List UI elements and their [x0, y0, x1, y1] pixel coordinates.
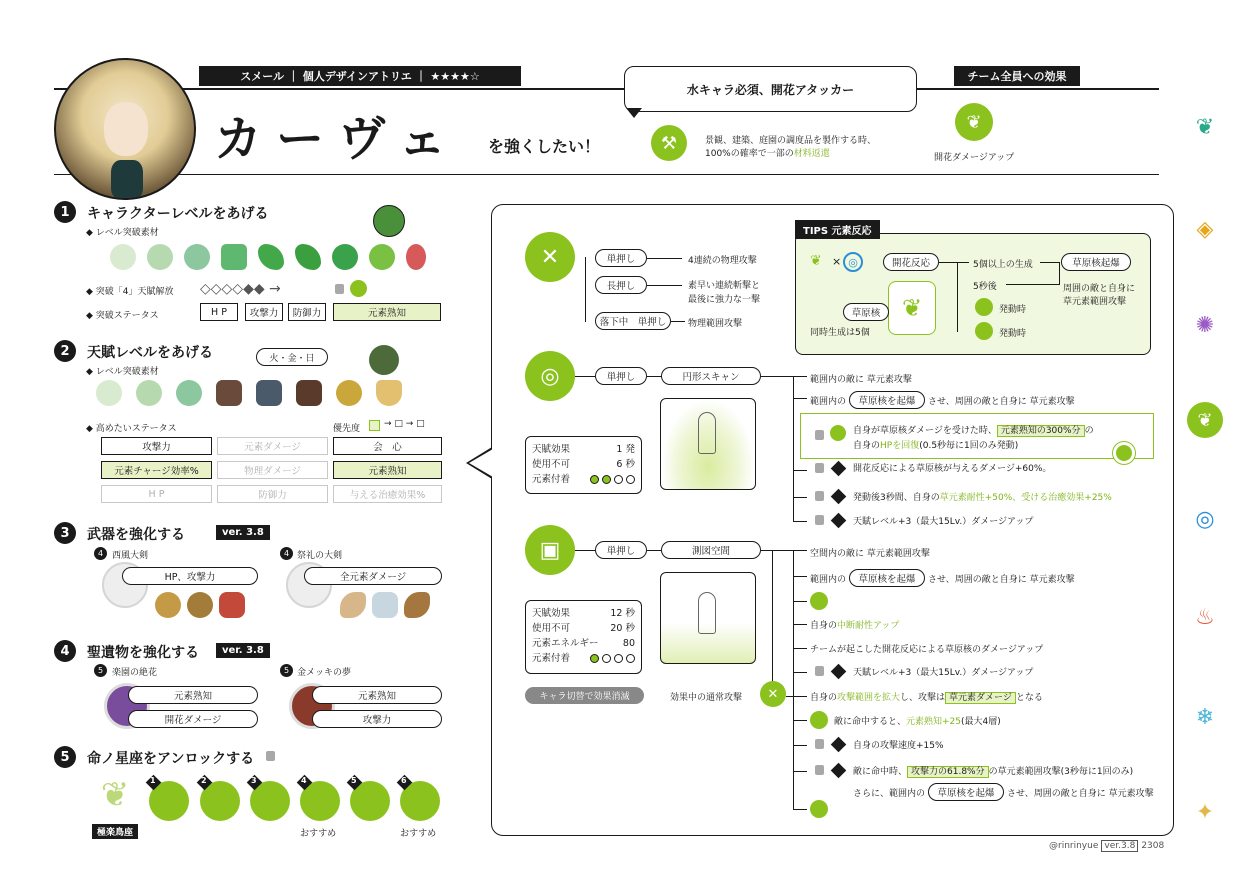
connector	[575, 550, 595, 551]
lock-icon	[815, 739, 824, 749]
hydro-icon: ◎	[1195, 507, 1215, 532]
desired-stats-grid	[101, 437, 442, 505]
connector	[1040, 262, 1060, 263]
core-note: 同時生成は5個	[810, 328, 870, 338]
tips-title: TIPS 元素反応	[795, 220, 880, 239]
burst-line4: 自身の中断耐性アップ	[810, 621, 900, 631]
weapon2-materials	[340, 592, 440, 620]
weapon1-name: 西風大剣	[112, 551, 149, 561]
grid-elem-dmg: 元素ダメージ	[217, 437, 328, 455]
connector	[793, 398, 807, 399]
bloom-heart-icon: ❦	[955, 103, 993, 141]
priority-arrows: → □ → □	[384, 419, 425, 429]
weapon2-rank: 4	[280, 547, 293, 560]
skill-line2: 範囲内の 草原核を起爆 させ、周囲の敵と自身に 草元素攻撃	[810, 391, 1075, 409]
connector	[671, 321, 685, 322]
connector	[647, 258, 682, 259]
stat-value: 6 秒	[616, 459, 635, 470]
talent-boss-bubble	[369, 345, 399, 375]
skill-name-chip: 円形スキャン	[661, 367, 761, 385]
lock-icon	[815, 515, 824, 525]
connector	[793, 672, 807, 673]
material-item	[404, 592, 430, 618]
connector	[647, 550, 662, 551]
material-item	[110, 244, 136, 270]
skill-stats	[525, 436, 642, 494]
connector	[793, 521, 807, 522]
section2-number: 2	[54, 340, 76, 362]
artifact2-name: 金メッキの夢	[297, 668, 352, 678]
na-hold-desc1: 素早い連続斬撃と	[688, 281, 761, 291]
section5-number: 5	[54, 746, 76, 768]
section1-number: 1	[54, 201, 76, 223]
hammer-icon: ⚒	[651, 125, 687, 161]
constellation-3-label: 3	[251, 776, 257, 785]
section3-title: 武器を強化する	[87, 527, 185, 543]
artifact1-stat1: 元素熟知	[128, 686, 258, 704]
burst-c2: 自身の攻撃速度+15%	[853, 741, 944, 751]
burst-stats	[525, 600, 642, 674]
dendro-small-icon: ❦	[810, 253, 822, 269]
hydro-small-icon: ◎	[843, 252, 863, 272]
material-item	[295, 244, 321, 270]
element-gauge	[590, 654, 635, 663]
stat-name: 使用不可	[532, 623, 571, 634]
passive-line2: 100%の確率で一部の材料返還	[705, 149, 830, 159]
priority-label: 優先度	[333, 424, 361, 434]
weapon-ver-badge: ver. 3.8	[216, 525, 270, 540]
core-image: ❦	[888, 281, 936, 335]
skill-c4: 開花反応による草原核が与えるダメージ+60%。	[853, 464, 1052, 474]
connector	[793, 470, 807, 471]
stat-value: 20 秒	[610, 623, 635, 634]
connector	[575, 376, 595, 377]
stat-value: 1 発	[616, 444, 635, 455]
lock-icon	[815, 463, 824, 473]
skill-small-icon	[810, 711, 828, 729]
header-bottom-rule	[54, 174, 1159, 175]
stat-value: 12 秒	[610, 608, 635, 619]
weapon1-rank: 4	[94, 547, 107, 560]
weapon1-stat: HP、攻撃力	[122, 567, 258, 585]
skill-icon: ◎	[525, 351, 575, 401]
connector	[939, 262, 969, 263]
geo-icon: ◈	[1196, 217, 1214, 242]
skill-tap-chip: 単押し	[595, 367, 647, 385]
character-portrait	[54, 58, 196, 200]
section3-number: 3	[54, 522, 76, 544]
weapon2-name: 祭礼の大剣	[297, 551, 343, 561]
burst-line6: 自身の攻撃範囲を拡大し、攻撃は 草元素ダメージ となる	[810, 693, 1043, 703]
material-item	[258, 244, 284, 270]
talent-unlocked-icon	[350, 280, 367, 297]
constellation-6-label: 6	[401, 776, 407, 785]
section2-title: 天賦レベルをあげる	[87, 345, 213, 361]
over5-text: 5個以上の生成	[973, 260, 1033, 270]
material-item	[219, 592, 245, 618]
passive-line1: 景観、建築、庭園の調度品を製作する時、	[705, 136, 877, 146]
na-tap-chip: 単押し	[595, 249, 647, 267]
level-materials-row	[110, 240, 450, 274]
na-plunge-desc: 物理範囲攻撃	[688, 319, 743, 329]
team-effect-text: 開花ダメージアップ	[934, 153, 1015, 163]
na-hold-chip: 長押し	[595, 276, 647, 294]
burst-trigger-icon	[975, 322, 993, 340]
tagline: を強くしたい！	[488, 137, 601, 156]
constellation-4-label: 4	[301, 776, 307, 785]
connector	[793, 745, 807, 746]
material-item	[332, 244, 358, 270]
artifact2-rank: 5	[280, 664, 293, 677]
constellation-2-label: 2	[201, 776, 207, 785]
burst-line1: 空間内の敵に 草元素範囲攻撃	[810, 549, 930, 559]
star-icon	[810, 592, 828, 610]
material-item	[340, 592, 366, 618]
grid-phys: 物理ダメージ	[217, 461, 328, 479]
material-item	[216, 380, 242, 406]
star-icon	[810, 800, 828, 818]
na-plunge-chip: 落下中 単押し	[595, 312, 671, 330]
connector	[793, 497, 807, 498]
burst-icon: ▣	[525, 525, 575, 575]
dendro-icon: ❦	[1187, 402, 1223, 438]
connector	[793, 601, 807, 602]
weapon1-materials	[155, 592, 255, 620]
burst-name-chip: 測図空間	[661, 541, 761, 559]
connector	[793, 720, 807, 721]
material-item	[96, 380, 122, 406]
passive-icon	[830, 425, 846, 441]
section1-title: キャラクターレベルをあげる	[87, 206, 269, 222]
material-item	[147, 244, 173, 270]
normal-note: 効果中の通常攻撃	[670, 693, 743, 703]
burst-desc2: 草元素範囲攻撃	[1063, 297, 1127, 307]
connector	[793, 648, 807, 649]
material-item	[176, 380, 202, 406]
stat-def: 防御力	[288, 303, 326, 321]
team-effect-title: チーム全員への効果	[954, 66, 1080, 86]
connector	[793, 771, 807, 772]
section4-title: 聖遺物を強化する	[87, 645, 199, 661]
material-item	[187, 592, 213, 618]
skill-trigger-icon	[975, 298, 993, 316]
burst-desc1: 周囲の敵と自身に	[1063, 284, 1136, 294]
person-figure	[698, 412, 716, 454]
after5s-text: 5秒後	[973, 282, 997, 292]
grid-em: 元素熟知	[333, 461, 442, 479]
stat-name: 天賦効果	[532, 608, 571, 619]
connector	[761, 376, 807, 377]
stat-name: 元素エネルギー	[532, 638, 599, 649]
connector	[647, 376, 662, 377]
recommend-c4: おすすめ	[300, 829, 337, 839]
grid-atk: 攻撃力	[101, 437, 212, 455]
core-chip: 草原核	[843, 303, 889, 321]
grid-hp: H P	[101, 485, 212, 503]
weapon2-stat: 全元素ダメージ	[304, 567, 442, 585]
grid-def: 防御力	[217, 485, 328, 503]
material-item	[296, 380, 322, 406]
cryo-icon: ❄	[1195, 705, 1215, 730]
artifact2-stat1: 元素熟知	[312, 686, 442, 704]
lock-icon	[335, 284, 344, 294]
connector	[585, 257, 586, 322]
connector	[1006, 284, 1060, 285]
artifact2-stat2: 攻撃力	[312, 710, 442, 728]
material-item	[256, 380, 282, 406]
lock-icon	[815, 430, 824, 440]
header-top-rule	[54, 88, 1159, 90]
sparkle-icon: ✦	[1195, 800, 1215, 825]
burst-line7: 敵に命中すると、元素熟知+25(最大4層)	[834, 717, 1001, 727]
material-item	[336, 380, 362, 406]
connector	[1059, 262, 1060, 284]
stat-hp: H P	[200, 303, 238, 321]
burst-tap-chip: 単押し	[595, 541, 647, 559]
bloom-chip: 開花反応	[883, 253, 939, 271]
constellation-name: 極楽鳥座	[92, 824, 138, 839]
stat-name: 元素付着	[532, 474, 571, 485]
connector	[957, 262, 958, 332]
connector	[786, 696, 807, 697]
stat-em: 元素熟知	[333, 303, 441, 321]
times-sign: ×	[832, 255, 842, 268]
footer-credit: @rinrinyue ver.3.8 2308	[1049, 841, 1165, 851]
recommend-c6: おすすめ	[400, 829, 437, 839]
na-tap-desc: 4連続の物理攻撃	[688, 256, 757, 266]
constellation-image: ❦	[100, 775, 130, 815]
region-bar: スメール ｜ 個人デザインアトリエ ｜ ★★★★☆	[199, 66, 521, 86]
priority-high-swatch	[369, 420, 380, 431]
section4-number: 4	[54, 640, 76, 662]
talent-material-label: ◆ レベル突破素材	[86, 367, 159, 377]
stat-value: 80	[622, 638, 635, 649]
material-item	[136, 380, 162, 406]
lock-icon	[266, 751, 275, 761]
stat-name: 使用不可	[532, 459, 571, 470]
bubble-tail	[626, 108, 642, 118]
connector	[793, 576, 807, 577]
material-item	[221, 244, 247, 270]
stat-name: 元素付着	[532, 653, 571, 664]
connector	[761, 550, 807, 551]
enhanced-attack-icon: ✕	[760, 681, 786, 707]
lock-icon	[815, 491, 824, 501]
skill-line1: 範囲内の敵に 草元素攻撃	[810, 375, 912, 385]
constellation-5-label: 5	[351, 776, 357, 785]
burst-c6-line1: 敵に命中時、 攻撃力の61.8%分 の草元素範囲攻撃(3秒毎に1回のみ)	[853, 767, 1134, 777]
burst-c3: 天賦レベル+3（最大15Lv.）ダメージアップ	[853, 668, 1034, 678]
role-bubble: 水キャラ必須、開花アタッカー	[624, 66, 917, 112]
days-bubble: 火・金・日	[256, 348, 328, 366]
stat-name: 天賦効果	[532, 444, 571, 455]
panel-pointer-inner	[469, 449, 493, 477]
grid-heal: 与える治癒効果%	[333, 485, 442, 503]
passive-highlight-box	[800, 413, 1154, 459]
person-figure	[698, 592, 716, 634]
skill-passive-line2: 自身のHPを回復(0.5秒毎に1回のみ発動)	[853, 441, 1019, 451]
desired-stats-label: ◆ 高めたいステータス	[86, 424, 177, 434]
stat-atk: 攻撃力	[245, 303, 283, 321]
connector	[793, 809, 807, 810]
level-material-label: ◆ レベル突破素材	[86, 228, 159, 238]
connector	[793, 624, 807, 625]
artifact1-rank: 5	[94, 664, 107, 677]
na-hold-desc2: 最後に強力な一撃	[688, 295, 761, 305]
trigger2-text: 発動時	[999, 329, 1027, 339]
character-name: カーヴェ	[214, 111, 461, 167]
material-item	[376, 380, 402, 406]
breakthrough-stat-label: ◆ 突破ステータス	[86, 311, 159, 321]
electro-icon: ✺	[1195, 313, 1215, 338]
connector	[647, 285, 682, 286]
artifact-ver-badge: ver. 3.8	[216, 643, 270, 658]
burst-line5: チームが起こした開花反応による草原核のダメージアップ	[810, 645, 1044, 655]
burst-c6-line2: さらに、範囲内の 草原核を起爆 させ、周囲の敵と自身に 草元素攻撃	[853, 783, 1154, 801]
talent-unlock-label: ◆ 突破「4」天賦解放	[86, 287, 174, 297]
connector	[772, 550, 773, 686]
material-item	[406, 244, 426, 270]
boss-material-bubble	[373, 205, 405, 237]
material-item	[184, 244, 210, 270]
element-gauge	[590, 475, 635, 484]
artifact1-name: 楽園の絶花	[112, 668, 158, 678]
normal-attack-icon: ✕	[525, 232, 575, 282]
section5-title: 命ノ星座をアンロックする	[87, 751, 255, 767]
lock-icon	[815, 765, 824, 775]
burst-chip: 草原核起爆	[1061, 253, 1131, 271]
burst-line2: 範囲内の 草原核を起爆 させ、周囲の敵と自身に 草元素攻撃	[810, 569, 1075, 587]
artifact1-stat2: 開花ダメージ	[128, 710, 258, 728]
skill-c1: 発動後3秒間、自身の草元素耐性+50%、受ける治癒効果+25%	[853, 493, 1112, 503]
skill-c5: 天賦レベル+3（最大15Lv.）ダメージアップ	[853, 517, 1034, 527]
talent-unlock-diamonds: ◇◇◇◇◆◆ →	[200, 281, 281, 297]
trigger1-text: 発動時	[999, 305, 1027, 315]
constellation-1-label: 1	[150, 776, 156, 785]
material-item	[369, 244, 395, 270]
talent-materials-row	[96, 377, 446, 409]
skill-passive-line1: 自身が草原核ダメージを受けた時、 元素熟知の300%分 の	[853, 426, 1094, 436]
star-icon	[1113, 442, 1135, 464]
grid-crit: 会 心	[333, 437, 442, 455]
lock-icon	[815, 666, 824, 676]
material-item	[155, 592, 181, 618]
grid-er: 元素チャージ効率%	[101, 461, 212, 479]
material-item	[372, 592, 398, 618]
element-sidebar	[1187, 110, 1223, 830]
switch-note: キャラ切替で効果消滅	[525, 687, 644, 704]
pyro-icon: ♨	[1195, 605, 1215, 630]
anemo-icon: ❦	[1195, 115, 1215, 140]
